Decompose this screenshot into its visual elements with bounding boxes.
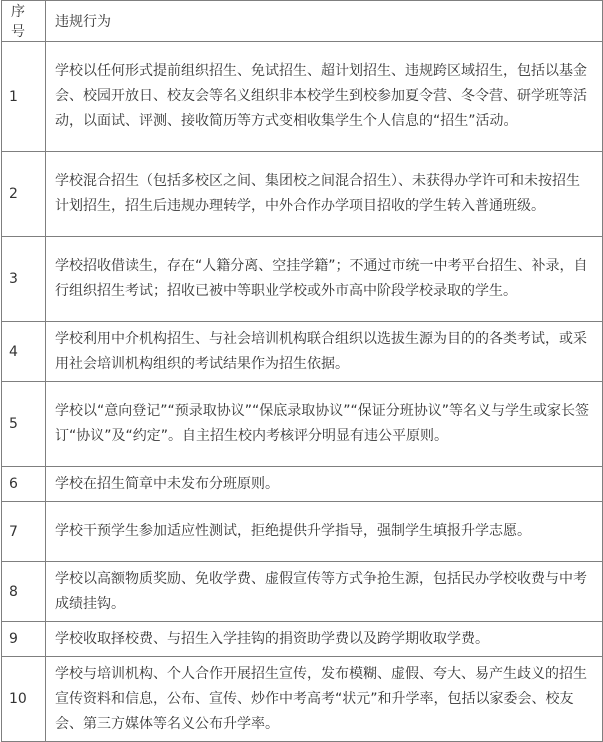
violations-table [1, 0, 603, 742]
header-violation: 违规行为 [46, 1, 603, 42]
table-row [2, 622, 603, 657]
row-index: 3 [2, 237, 46, 322]
row-index: 4 [2, 322, 46, 382]
row-violation-text: 学校与培训机构、个人合作开展招生宣传，发布模糊、虚假、夸大、易产生歧义的招生宣传资料和信息，公布、宣传、炒作中考高考“状元”和升学率，包括以家委会、校友会、第三方媒体等名义公布升学率。 [46, 657, 603, 742]
table-row [2, 42, 603, 152]
row-violation-text: 学校混合招生（包括多校区之间、集团校之间混合招生）、未获得办学许可和未按招生计划招生，招生后违规办理转学，中外合作办学项目招收的学生转入普通班级。 [46, 152, 603, 237]
row-index: 1 [2, 42, 46, 152]
table-row [2, 152, 603, 237]
row-index: 5 [2, 382, 46, 467]
row-index: 9 [2, 622, 46, 657]
row-violation-text: 学校干预学生参加适应性测试，拒绝提供升学指导，强制学生填报升学志愿。 [46, 502, 603, 562]
row-index: 8 [2, 562, 46, 622]
row-index: 6 [2, 467, 46, 502]
table-row [2, 322, 603, 382]
row-violation-text: 学校以“意向登记”“预录取协议”“保底录取协议”“保证分班协议”等名义与学生或家长签订“协议”及“约定”。自主招生校内考核评分明显有违公平原则。 [46, 382, 603, 467]
table-row [2, 657, 603, 742]
row-index: 7 [2, 502, 46, 562]
row-violation-text: 学校以高额物质奖励、免收学费、虚假宣传等方式争抢生源，包括民办学校收费与中考成绩挂钩。 [46, 562, 603, 622]
table-row [2, 382, 603, 467]
table-row [2, 467, 603, 502]
row-violation-text: 学校在招生简章中未发布分班原则。 [46, 467, 603, 502]
header-row [2, 1, 603, 42]
row-violation-text: 学校以任何形式提前组织招生、免试招生、超计划招生、违规跨区域招生，包括以基金会、校园开放日、校友会等名义组织非本校学生到校参加夏令营、冬令营、研学班等活动，以面试、评测、接收简历等方式变相收集学生个人信息的“招生”活动。 [46, 42, 603, 152]
header-index: 序号 [2, 1, 46, 42]
row-violation-text: 学校利用中介机构招生、与社会培训机构联合组织以选拔生源为目的的各类考试，或采用社会培训机构组织的考试结果作为招生依据。 [46, 322, 603, 382]
row-index: 2 [2, 152, 46, 237]
table-row [2, 502, 603, 562]
row-index: 10 [2, 657, 46, 742]
table-row [2, 562, 603, 622]
table-row [2, 237, 603, 322]
row-violation-text: 学校收取择校费、与招生入学挂钩的捐资助学费以及跨学期收取学费。 [46, 622, 603, 657]
row-violation-text: 学校招收借读生，存在“人籍分离、空挂学籍”；不通过市统一中考平台招生、补录，自行组织招生考试；招收已被中等职业学校或外市高中阶段学校录取的学生。 [46, 237, 603, 322]
